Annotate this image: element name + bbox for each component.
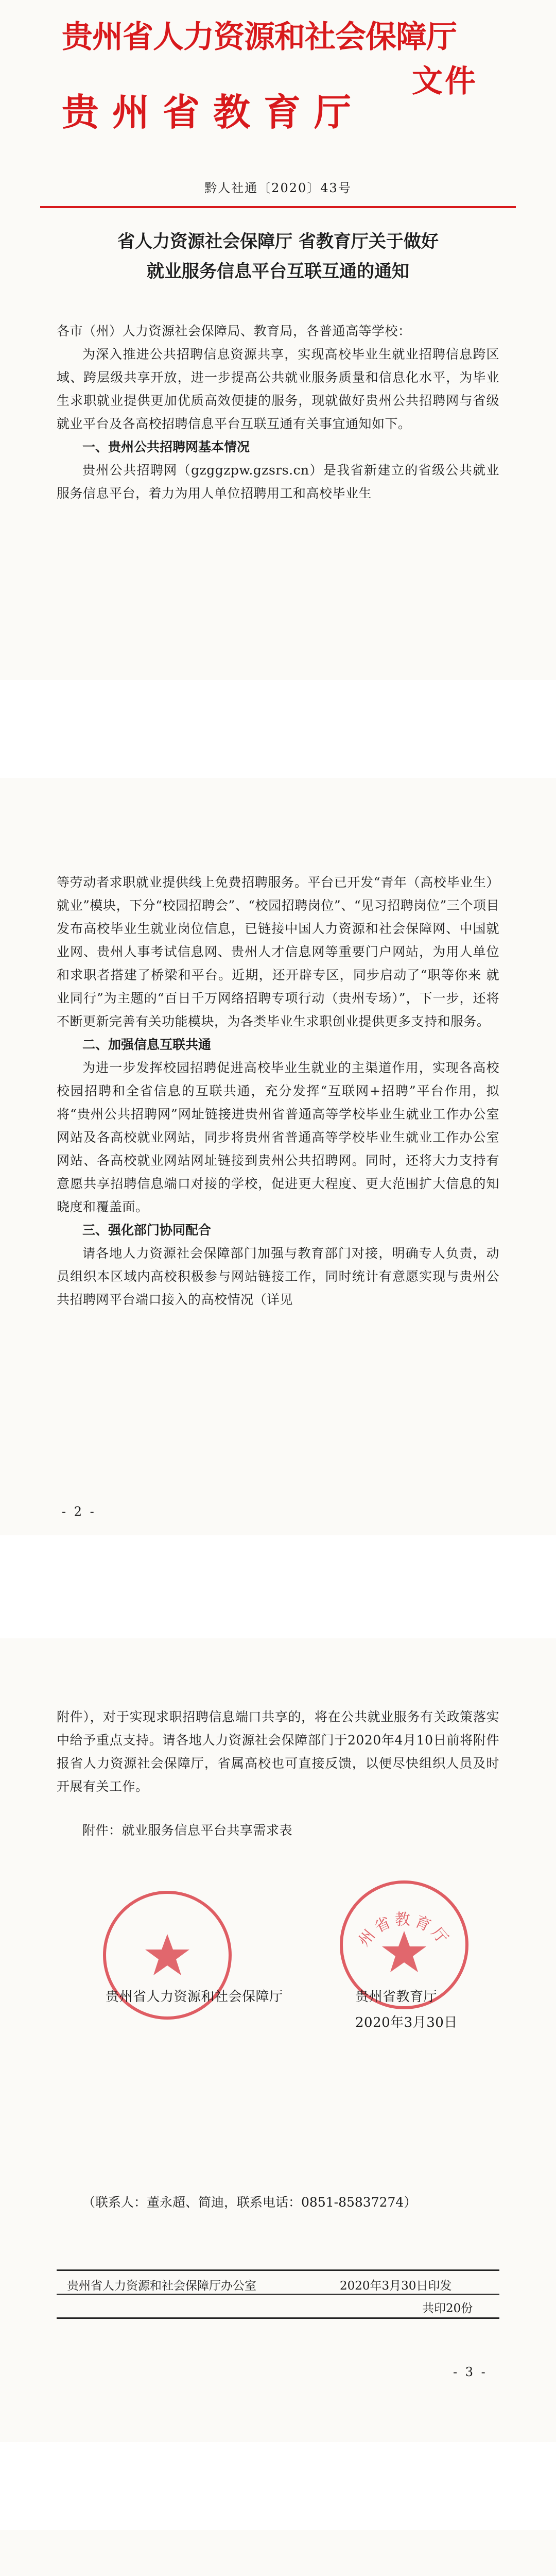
header-issuer-education: 贵州省教育厅 [62, 91, 365, 134]
document-page-4 [0, 2530, 556, 2576]
footer-rule-middle [57, 2294, 499, 2295]
attachment-line: 附件：就业服务信息平台共享需求表 [82, 1823, 293, 1838]
section-3-text-continued: 附件），对于实现求职招聘信息端口共享的，将在公共就业服务有关政策落实中给予重点支持。请各地人力资源社会保障部门于2020年4月10日前将附件报省人力资源社会保障厅，省属高校也可直接反馈，以便尽快组织人员及时开展有关工作。 [57, 1709, 499, 1794]
page1-body [57, 319, 499, 505]
section-3-heading: 三、强化部门协同配合 [82, 1223, 212, 1238]
intro-paragraph: 为深入推进公共招聘信息资源共享，实现高校毕业生就业招聘信息跨区域、跨层级共享开放，进一步提高公共就业服务质量和信息化水平，为毕业生求职就业提供更加优质高效便捷的服务，现就做好贵州公共招聘网与省级就业平台及各高校招聘信息平台互联互通有关事宜通知如下。 [57, 347, 499, 431]
page-gap [0, 1535, 556, 1638]
document-page-1 [0, 0, 556, 680]
footer-office: 贵州省人力资源和社会保障厅办公室 [67, 2279, 256, 2293]
title-line-2: 就业服务信息平台互联互通的通知 [147, 261, 409, 282]
section-1-text-continued: 等劳动者求职就业提供线上免费招聘服务。平台已开发“青年（高校毕业生）就业”模块，下分“校园招聘会”、“校园招聘岗位”、“见习招聘岗位”三个项目发布高校毕业生就业岗位信息，已链接中国人力资源和社会保障网、中国就业网、贵州人事考试信息网、贵州人才信息网等重要门户网站，为用人单位和求职者搭建了桥梁和平台。近期，还开辟专区，同步启动了“职等你来 就业同行”为主题的“百日千万网络招聘专项行动（贵州专场）”，下一步，还将不断更新完善有关功能模块，为各类毕业生求职创业提供更多支持和服务。 [57, 875, 499, 1029]
document-page-2 [0, 778, 556, 1535]
seal-right-text: 州省教育厅 [355, 1910, 454, 1950]
page-number: - 3 - [453, 2365, 488, 2379]
page-gap [0, 2442, 556, 2530]
section-2-text: 为进一步发挥校园招聘促进高校毕业生就业的主渠道作用，实现各高校校园招聘和全省信息的互联共通，充分发挥“互联网+招聘”平台作用，拟将“贵州公共招聘网”网址链接进贵州省普通高等学校毕业生就业工作办公室网站及各高校就业网站，同步将贵州省普通高等学校毕业生就业工作办公室网站、各高校就业网站网址链接到贵州公共招聘网。同时，还将大力支持有意愿共享招聘信息端口对接的学校，促进更大程度、更大范围扩大信息的知晓度和覆盖面。 [57, 1060, 499, 1214]
header-document-label: 文件 [412, 63, 478, 99]
signer-education: 贵州省教育厅 [355, 1989, 438, 2005]
document-number: 黔人社通〔2020〕43号 [204, 181, 352, 195]
section-2-heading: 二、加强信息互联共通 [82, 1037, 212, 1052]
section-1-heading: 一、贵州公共招聘网基本情况 [82, 439, 250, 454]
section-1-text: 贵州公共招聘网（gzggzpw.gzsrs.cn）是我省新建立的省级公共就业服务信息平台，着力为用人单位招聘用工和高校毕业生 [57, 463, 499, 501]
page2-body [57, 871, 499, 1311]
title-line-1: 省人力资源社会保障厅 省教育厅关于做好 [117, 231, 439, 252]
issue-date: 2020年3月30日 [355, 2015, 458, 2030]
header-issuer-hrss: 贵州省人力资源和社会保障厅 [62, 19, 457, 55]
footer-rule-top [57, 2269, 499, 2271]
signer-hrss: 贵州省人力资源和社会保障厅 [106, 1989, 283, 2005]
document-title [0, 227, 556, 286]
footer-copies: 共印20份 [422, 2302, 473, 2315]
document-page-3 [0, 1638, 556, 2442]
salutation: 各市（州）人力资源社会保障局、教育局，各普通高等学校： [57, 324, 411, 338]
page-gap [0, 680, 556, 778]
contact-info: （联系人：董永超、简迪，联系电话：0851-85837274） [82, 2195, 417, 2210]
page-number: - 2 - [62, 1504, 96, 1519]
page3-body [57, 1705, 499, 1842]
footer-print-date: 2020年3月30日印发 [340, 2279, 452, 2293]
footer-rule-bottom [57, 2317, 499, 2319]
header-red-divider [40, 206, 516, 208]
section-3-text: 请各地人力资源社会保障部门加强与教育部门对接，明确专人负责，动员组织本区域内高校积极参与网站链接工作，同时统计有意愿实现与贵州公共招聘网平台端口接入的高校情况（详见 [57, 1246, 499, 1307]
